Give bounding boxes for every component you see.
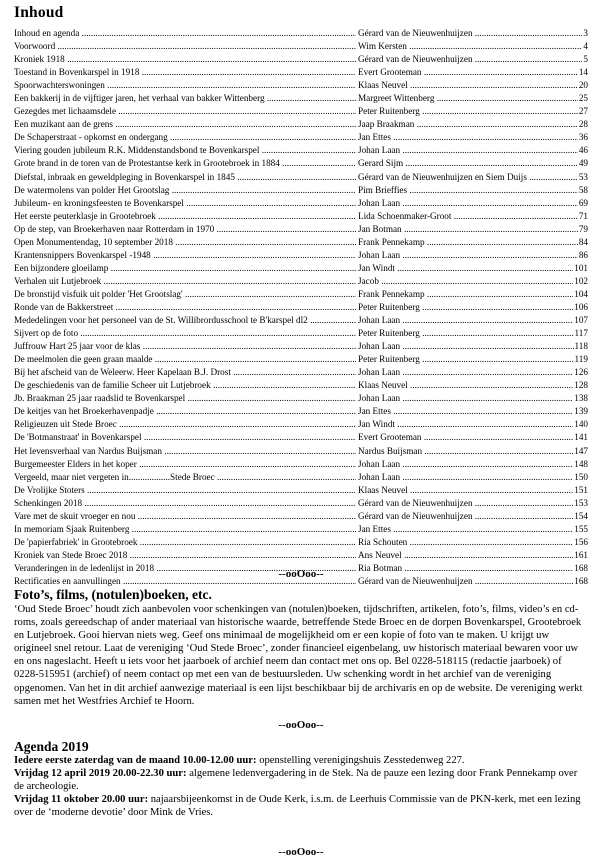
toc-page-number: 119 bbox=[574, 354, 588, 365]
toc-page-number: 117 bbox=[574, 328, 588, 339]
toc-author: Evert Grooteman ..... bbox=[358, 431, 588, 444]
toc-author: Jacob ..... bbox=[358, 275, 588, 288]
toc-author: Johan Laan ..... bbox=[358, 340, 588, 353]
toc-page-number: 156 bbox=[574, 536, 588, 547]
agenda-title: Agenda 2019 bbox=[14, 739, 89, 754]
toc-author: Johan Laan ..... bbox=[358, 366, 588, 379]
toc-author: Ria Botman ..... bbox=[358, 562, 588, 575]
toc-row bbox=[14, 523, 588, 536]
agenda-item-date: Iedere eerste zaterdag van de maand 10.00-12.00 uur: bbox=[14, 755, 257, 766]
toc-title: Ronde van de Bakkerstreet ..... bbox=[14, 301, 356, 314]
toc-title: De Vrolijke Stoters ..... bbox=[14, 484, 356, 497]
toc-title: Diefstal, inbraak en geweldpleging in Bovenkarspel in 1845 ..... bbox=[14, 171, 356, 184]
toc-page-number: 168 bbox=[574, 562, 588, 573]
toc-title: Vare met de skuit vroeger en nou ..... bbox=[14, 510, 356, 523]
toc-page-number: 140 bbox=[574, 419, 588, 430]
toc-title: Voorwoord ..... bbox=[14, 40, 356, 53]
toc-title: Schenkingen 2018 ..... bbox=[14, 497, 356, 510]
toc-title: De 'Botmanstraat' in Bovenkarspel ..... bbox=[14, 431, 356, 444]
toc-row bbox=[14, 431, 588, 444]
toc-author: Jan Windt ..... bbox=[358, 262, 588, 275]
toc-title: Verhalen uit Lutjebroek ..... bbox=[14, 275, 356, 288]
donations-body: ‘Oud Stede Broec’ houdt zich aanbevolen voor schenkingen van (notulen)boeken, tijdschriften, artikelen, foto’s, films, video’s en cd-roms, zoals gereedschap of ander materiaal van historische waarde, betreffende Stede Broec en de dorpen Bovenkarspel, Grootebroek en Lutjebroek. Gooi hiervan niets weg. Geef ons minimaal de mogelijkheid om er een kopie of foto van te maken. U krijgt uw origineel snel retour. Laat de vereniging ‘Oud Stede Broec’, zonder financieel eigenbelang, uw historisch materiaal bewaren voor uw en ons nageslacht. Heeft u iets voor het jaarboek of archief neem dan contact met ons op. Bel 0228-518115 (redactie jaarboek) of 0228-515951 (archief) of neem contact op met een van de bestuursleden. Uw schenking wordt in het archief van de vereniging opgenomen. Van het in dit archief aanwezige materiaal is een lijst beschikbaar bij de archivaris en op de website. De vereniging werkt samen met het Westfries Archief te Hoorn. bbox=[14, 604, 583, 707]
toc-author: Klaas Neuvel ..... bbox=[358, 379, 588, 392]
toc-author: Gérard van de Nieuwenhuijzen ..... bbox=[358, 27, 588, 40]
agenda-item-date: Vrijdag 11 oktober 20.00 uur: bbox=[14, 794, 149, 806]
toc-title: De Schaperstraat - opkomst en ondergang ..... bbox=[14, 131, 356, 144]
toc-title: Inhoud en agenda ..... bbox=[14, 27, 356, 40]
toc-row bbox=[14, 262, 588, 275]
toc-row bbox=[14, 379, 588, 392]
toc-row bbox=[14, 497, 588, 510]
toc-author: Ria Schouten ..... bbox=[358, 536, 588, 549]
toc-title: Een muzikant aan de grens ..... bbox=[14, 118, 356, 131]
toc-author: Margreet Wittenberg ..... bbox=[358, 92, 588, 105]
toc-title: Toestand in Bovenkarspel in 1918 ..... bbox=[14, 66, 356, 79]
toc-author: Wim Kersten ..... bbox=[358, 40, 588, 53]
toc-title: In memoriam Sjaak Ruitenberg ..... bbox=[14, 523, 356, 536]
toc-row bbox=[14, 353, 588, 366]
toc-author: Jan Ettes ..... bbox=[358, 405, 588, 418]
toc-title: Sijvert op de foto ..... bbox=[14, 327, 356, 340]
toc-page-number: 86 bbox=[578, 249, 588, 260]
separator: --ooOoo-- bbox=[278, 568, 324, 580]
toc-page-number: 5 bbox=[583, 54, 588, 65]
toc-author: Gérard van de Nieuwenhuijzen ..... bbox=[358, 497, 588, 510]
page bbox=[14, 0, 588, 858]
toc-title: Een bijzondere gloeilamp ..... bbox=[14, 262, 356, 275]
toc-row bbox=[14, 288, 588, 301]
toc-row bbox=[14, 340, 588, 353]
toc-page-number: 79 bbox=[578, 223, 588, 234]
toc-page-number: 150 bbox=[574, 471, 588, 482]
separator: --ooOoo-- bbox=[278, 719, 324, 731]
toc-title: Juffrouw Hart 25 jaar voor de klas ..... bbox=[14, 340, 356, 353]
toc-row bbox=[14, 223, 588, 236]
toc-row bbox=[14, 105, 588, 118]
toc-page-number: 106 bbox=[574, 301, 588, 312]
toc-author: Gérard van de Nieuwenhuijzen ..... bbox=[358, 53, 588, 66]
toc-row bbox=[14, 301, 588, 314]
toc-author: Johan Laan ..... bbox=[358, 249, 588, 262]
toc-title: De bronstijd visfuik uit polder 'Het Grootslag' ..... bbox=[14, 288, 356, 301]
toc-page-number: 27 bbox=[578, 106, 588, 117]
toc-row bbox=[14, 366, 588, 379]
toc-page-number: 147 bbox=[574, 445, 588, 456]
toc-row bbox=[14, 445, 588, 458]
toc-page-number: 14 bbox=[578, 67, 588, 78]
toc-page-number: 25 bbox=[578, 93, 588, 104]
toc-page-number: 71 bbox=[578, 210, 588, 221]
toc-title: Het eerste peuterklasje in Grootebroek ..... bbox=[14, 210, 356, 223]
toc-title: De watermolens van polder Het Grootslag ..... bbox=[14, 184, 356, 197]
toc-author: Jaap Braakman ..... bbox=[358, 118, 588, 131]
page-title: Inhoud bbox=[14, 4, 64, 21]
toc-row bbox=[14, 327, 588, 340]
toc-row bbox=[14, 184, 588, 197]
toc-row bbox=[14, 27, 588, 40]
toc-page-number: 107 bbox=[574, 315, 588, 326]
toc-row bbox=[14, 53, 588, 66]
toc-title: Veranderingen in de ledenlijst in 2018 ..... bbox=[14, 562, 356, 575]
agenda-item-text: algemene ledenvergadering in de Stek. Na de pauze een lezing door Frank Pennekamp over de archeologie. bbox=[14, 768, 578, 793]
toc-title: Open Monumentendag, 10 september 2018 ..... bbox=[14, 236, 356, 249]
toc-page-number: 20 bbox=[578, 80, 588, 91]
toc-title: Spoorwachterswoningen ..... bbox=[14, 79, 356, 92]
toc-page-number: 46 bbox=[578, 145, 588, 156]
toc-title: Vergeeld, maar niet vergeten in..................Stede Broec ..... bbox=[14, 471, 356, 484]
toc-row bbox=[14, 79, 588, 92]
toc-page-number: 102 bbox=[574, 275, 588, 286]
toc-row bbox=[14, 66, 588, 79]
toc-author: Jan Ettes ..... bbox=[358, 523, 588, 536]
toc-title: De keitjes van het Broekerhavenpadje ..... bbox=[14, 405, 356, 418]
toc-row bbox=[14, 131, 588, 144]
toc-page-number: 69 bbox=[578, 197, 588, 208]
toc-page-number: 161 bbox=[574, 549, 588, 560]
toc-page-number: 104 bbox=[574, 288, 588, 299]
toc-author: Johan Laan ..... bbox=[358, 144, 588, 157]
toc-author: Frank Pennekamp ..... bbox=[358, 288, 588, 301]
toc-author: Johan Laan ..... bbox=[358, 471, 588, 484]
toc-title: Jb. Braakman 25 jaar raadslid te Bovenkarspel ..... bbox=[14, 392, 356, 405]
toc-page-number: 154 bbox=[574, 510, 588, 521]
toc-row bbox=[14, 458, 588, 471]
toc-author: Klaas Neuvel ..... bbox=[358, 79, 588, 92]
toc-author: Peter Ruitenberg ..... bbox=[358, 327, 588, 340]
toc-row bbox=[14, 92, 588, 105]
toc-page-number: 36 bbox=[578, 132, 588, 143]
toc-row bbox=[14, 510, 588, 523]
toc-title: Op de step, van Broekerhaven naar Rotterdam in 1970 ..... bbox=[14, 223, 356, 236]
toc-author: Jan Botman ..... bbox=[358, 223, 588, 236]
agenda-list bbox=[14, 754, 588, 819]
toc-title: Krantensnippers Bovenkarspel -1948 ..... bbox=[14, 249, 356, 262]
toc-row bbox=[14, 392, 588, 405]
toc-author: Gérard van de Nieuwenhuijzen ..... bbox=[358, 510, 588, 523]
toc-page-number: 118 bbox=[574, 341, 588, 352]
toc-page-number: 3 bbox=[583, 28, 588, 38]
agenda-item-text: najaarsbijeenkomst in de Oude Kerk, i.s.m. de Leerhuis Commissie van de PKN-kerk, met een lezing over de ‘moderne devotie’ door Mink de Vries. bbox=[14, 794, 581, 819]
toc-title: Jubileum- en kroningsfeesten te Bovenkarspel ..... bbox=[14, 197, 356, 210]
agenda-item bbox=[14, 767, 588, 793]
toc-page-number: 53 bbox=[578, 171, 588, 182]
toc-page-number: 84 bbox=[578, 236, 588, 247]
toc-page-number: 139 bbox=[574, 406, 588, 417]
toc-author: Evert Grooteman ..... bbox=[358, 66, 588, 79]
toc-row bbox=[14, 249, 588, 262]
agenda-item bbox=[14, 754, 588, 767]
toc-row bbox=[14, 40, 588, 53]
toc-page-number: 4 bbox=[583, 41, 588, 52]
agenda-item bbox=[14, 793, 588, 819]
toc-title: De 'papierfabriek' in Grootebroek ..... bbox=[14, 536, 356, 549]
toc-title: Bij het afscheid van de Weleerw. Heer Kapelaan B.J. Drost ..... bbox=[14, 366, 356, 379]
toc-row bbox=[14, 471, 588, 484]
toc-title: Kroniek van Stede Broec 2018 ..... bbox=[14, 549, 356, 562]
toc-page-number: 168 bbox=[574, 575, 588, 586]
toc-page-number: 128 bbox=[574, 380, 588, 391]
toc-page-number: 148 bbox=[574, 458, 588, 469]
toc-author: Peter Ruitenberg ..... bbox=[358, 353, 588, 366]
toc-page-number: 138 bbox=[574, 393, 588, 404]
toc-row bbox=[14, 236, 588, 249]
donations-title: Foto’s, films, (notulen)boeken, etc. bbox=[14, 587, 212, 602]
toc-title: Burgemeester Elders in het koper ..... bbox=[14, 458, 356, 471]
toc-row bbox=[14, 549, 588, 562]
toc-row bbox=[14, 275, 588, 288]
agenda-item-date: Vrijdag 12 april 2019 20.00-22.30 uur: bbox=[14, 768, 187, 780]
toc-page-number: 153 bbox=[574, 497, 588, 508]
toc-author: Lida Schoenmaker-Groot ..... bbox=[358, 210, 588, 223]
toc-row bbox=[14, 418, 588, 431]
agenda-item-text: openstelling verenigingshuis Zesstedenweg 227. bbox=[256, 755, 465, 766]
toc-author: Johan Laan ..... bbox=[358, 314, 588, 327]
toc-row bbox=[14, 197, 588, 210]
toc-author: Jan Windt ..... bbox=[358, 418, 588, 431]
toc-title: Een bakkerij in de vijftiger jaren, het verhaal van bakker Wittenberg ..... bbox=[14, 92, 356, 105]
toc-title: Het levensverhaal van Nardus Buijsman ..... bbox=[14, 445, 356, 458]
toc-title: Rectificaties en aanvullingen ..... bbox=[14, 575, 356, 588]
toc-title: De geschiedenis van de familie Scheer uit Lutjebroek ..... bbox=[14, 379, 356, 392]
toc-author: Gérard van de Nieuwenhuijzen ..... bbox=[358, 575, 588, 588]
toc-row bbox=[14, 484, 588, 497]
toc-row bbox=[14, 144, 588, 157]
separator: --ooOoo-- bbox=[278, 846, 324, 858]
toc-row bbox=[14, 210, 588, 223]
toc-title: De meelmolen die geen graan maalde ..... bbox=[14, 353, 356, 366]
toc-author: Jan Ettes ..... bbox=[358, 131, 588, 144]
toc-author: Peter Ruitenberg ..... bbox=[358, 301, 588, 314]
toc-author: Johan Laan ..... bbox=[358, 197, 588, 210]
toc-row bbox=[14, 118, 588, 131]
toc-author: Ans Neuvel ..... bbox=[358, 549, 588, 562]
toc-author: Gérard van de Nieuwenhuijzen en Siem Duijs ..... bbox=[358, 171, 588, 184]
toc-author: Gerard Sijm ..... bbox=[358, 157, 588, 170]
toc-author: Peter Ruitenberg ..... bbox=[358, 105, 588, 118]
toc-page-number: 155 bbox=[574, 523, 588, 534]
toc-page-number: 141 bbox=[574, 432, 588, 443]
toc-author: Johan Laan ..... bbox=[358, 458, 588, 471]
toc-row bbox=[14, 405, 588, 418]
toc-author: Nardus Buijsman ..... bbox=[358, 445, 588, 458]
toc-author: Klaas Neuvel ..... bbox=[358, 484, 588, 497]
toc-page-number: 126 bbox=[574, 367, 588, 378]
toc-author: Frank Pennekamp ..... bbox=[358, 236, 588, 249]
toc-title: Religieuzen uit Stede Broec ..... bbox=[14, 418, 356, 431]
toc-title: Gezegdes met lichaamsdele ..... bbox=[14, 105, 356, 118]
toc-page-number: 151 bbox=[574, 484, 588, 495]
toc-title: Kroniek 1918 ..... bbox=[14, 53, 356, 66]
toc-row bbox=[14, 314, 588, 327]
toc-page-number: 101 bbox=[574, 262, 588, 273]
toc-page-number: 49 bbox=[578, 158, 588, 169]
toc-row bbox=[14, 536, 588, 549]
toc-title: Viering gouden jubileum R.K. Middenstandsbond te Bovenkarspel ..... bbox=[14, 144, 356, 157]
toc-row bbox=[14, 171, 588, 184]
toc-author: Pim Brieffies ..... bbox=[358, 184, 588, 197]
toc-row bbox=[14, 157, 588, 170]
table-of-contents bbox=[14, 27, 588, 588]
toc-title: Mededelingen voor het personeel van de St. Willibrordusschool te B'karspel dl2 ..... bbox=[14, 314, 356, 327]
toc-page-number: 28 bbox=[578, 119, 588, 130]
toc-author: Johan Laan ..... bbox=[358, 392, 588, 405]
toc-page-number: 58 bbox=[578, 184, 588, 195]
toc-title: Grote brand in de toren van de Protestantse kerk in Grootebroek in 1884 ..... bbox=[14, 157, 356, 170]
